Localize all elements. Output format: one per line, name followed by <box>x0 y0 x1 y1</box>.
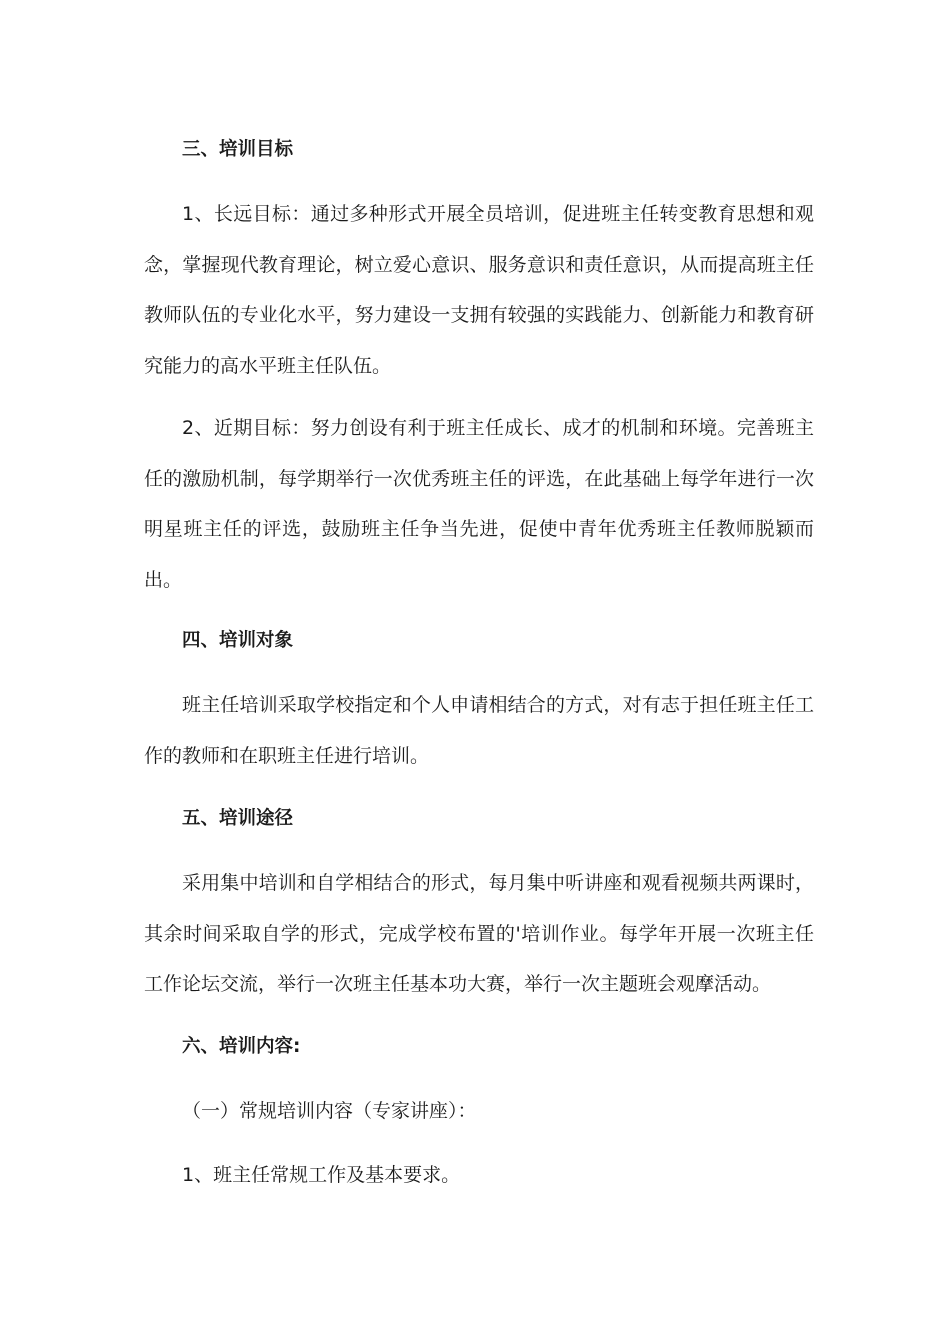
section-heading-training-content: 六、培训内容: <box>182 1036 301 1057</box>
paragraph-short-term-goal: 2、近期目标：努力创设有利于班主任成长、成才的机制和环境。完善班主任的激励机制，每学期举行一次优秀班主任的评选，在此基础上每学年进行一次明星班主任的评选，鼓励班主任争当先进，促使中青年优秀班主任教师脱颖而出。 <box>144 417 814 591</box>
section-heading-training-approach: 五、培训途径 <box>182 808 294 829</box>
list-item-routine-work: 1、班主任常规工作及基本要求。 <box>182 1164 461 1186</box>
paragraph-long-term-goal: 1、长远目标：通过多种形式开展全员培训，促进班主任转变教育思想和观念，掌握现代教育理论，树立爱心意识、服务意识和责任意识，从而提高班主任教师队伍的专业化水平，努力建设一支拥有较强的实践能力、创新能力和教育研究能力的高水平班主任队伍。 <box>144 203 814 377</box>
paragraph-training-approach: 采用集中培训和自学相结合的形式，每月集中听讲座和观看视频共两课时，其余时间采取自学的形式，完成学校布置的'培训作业。每学年开展一次班主任工作论坛交流，举行一次班主任基本功大赛，举行一次主题班会观摩活动。 <box>144 872 814 995</box>
section-heading-training-targets: 四、培训对象 <box>182 630 294 651</box>
subheading-routine-training: （一）常规培训内容（专家讲座）： <box>182 1100 477 1122</box>
section-heading-training-goals: 三、培训目标 <box>182 139 294 160</box>
paragraph-training-targets: 班主任培训采取学校指定和个人申请相结合的方式，对有志于担任班主任工作的教师和在职班主任进行培训。 <box>144 694 814 767</box>
